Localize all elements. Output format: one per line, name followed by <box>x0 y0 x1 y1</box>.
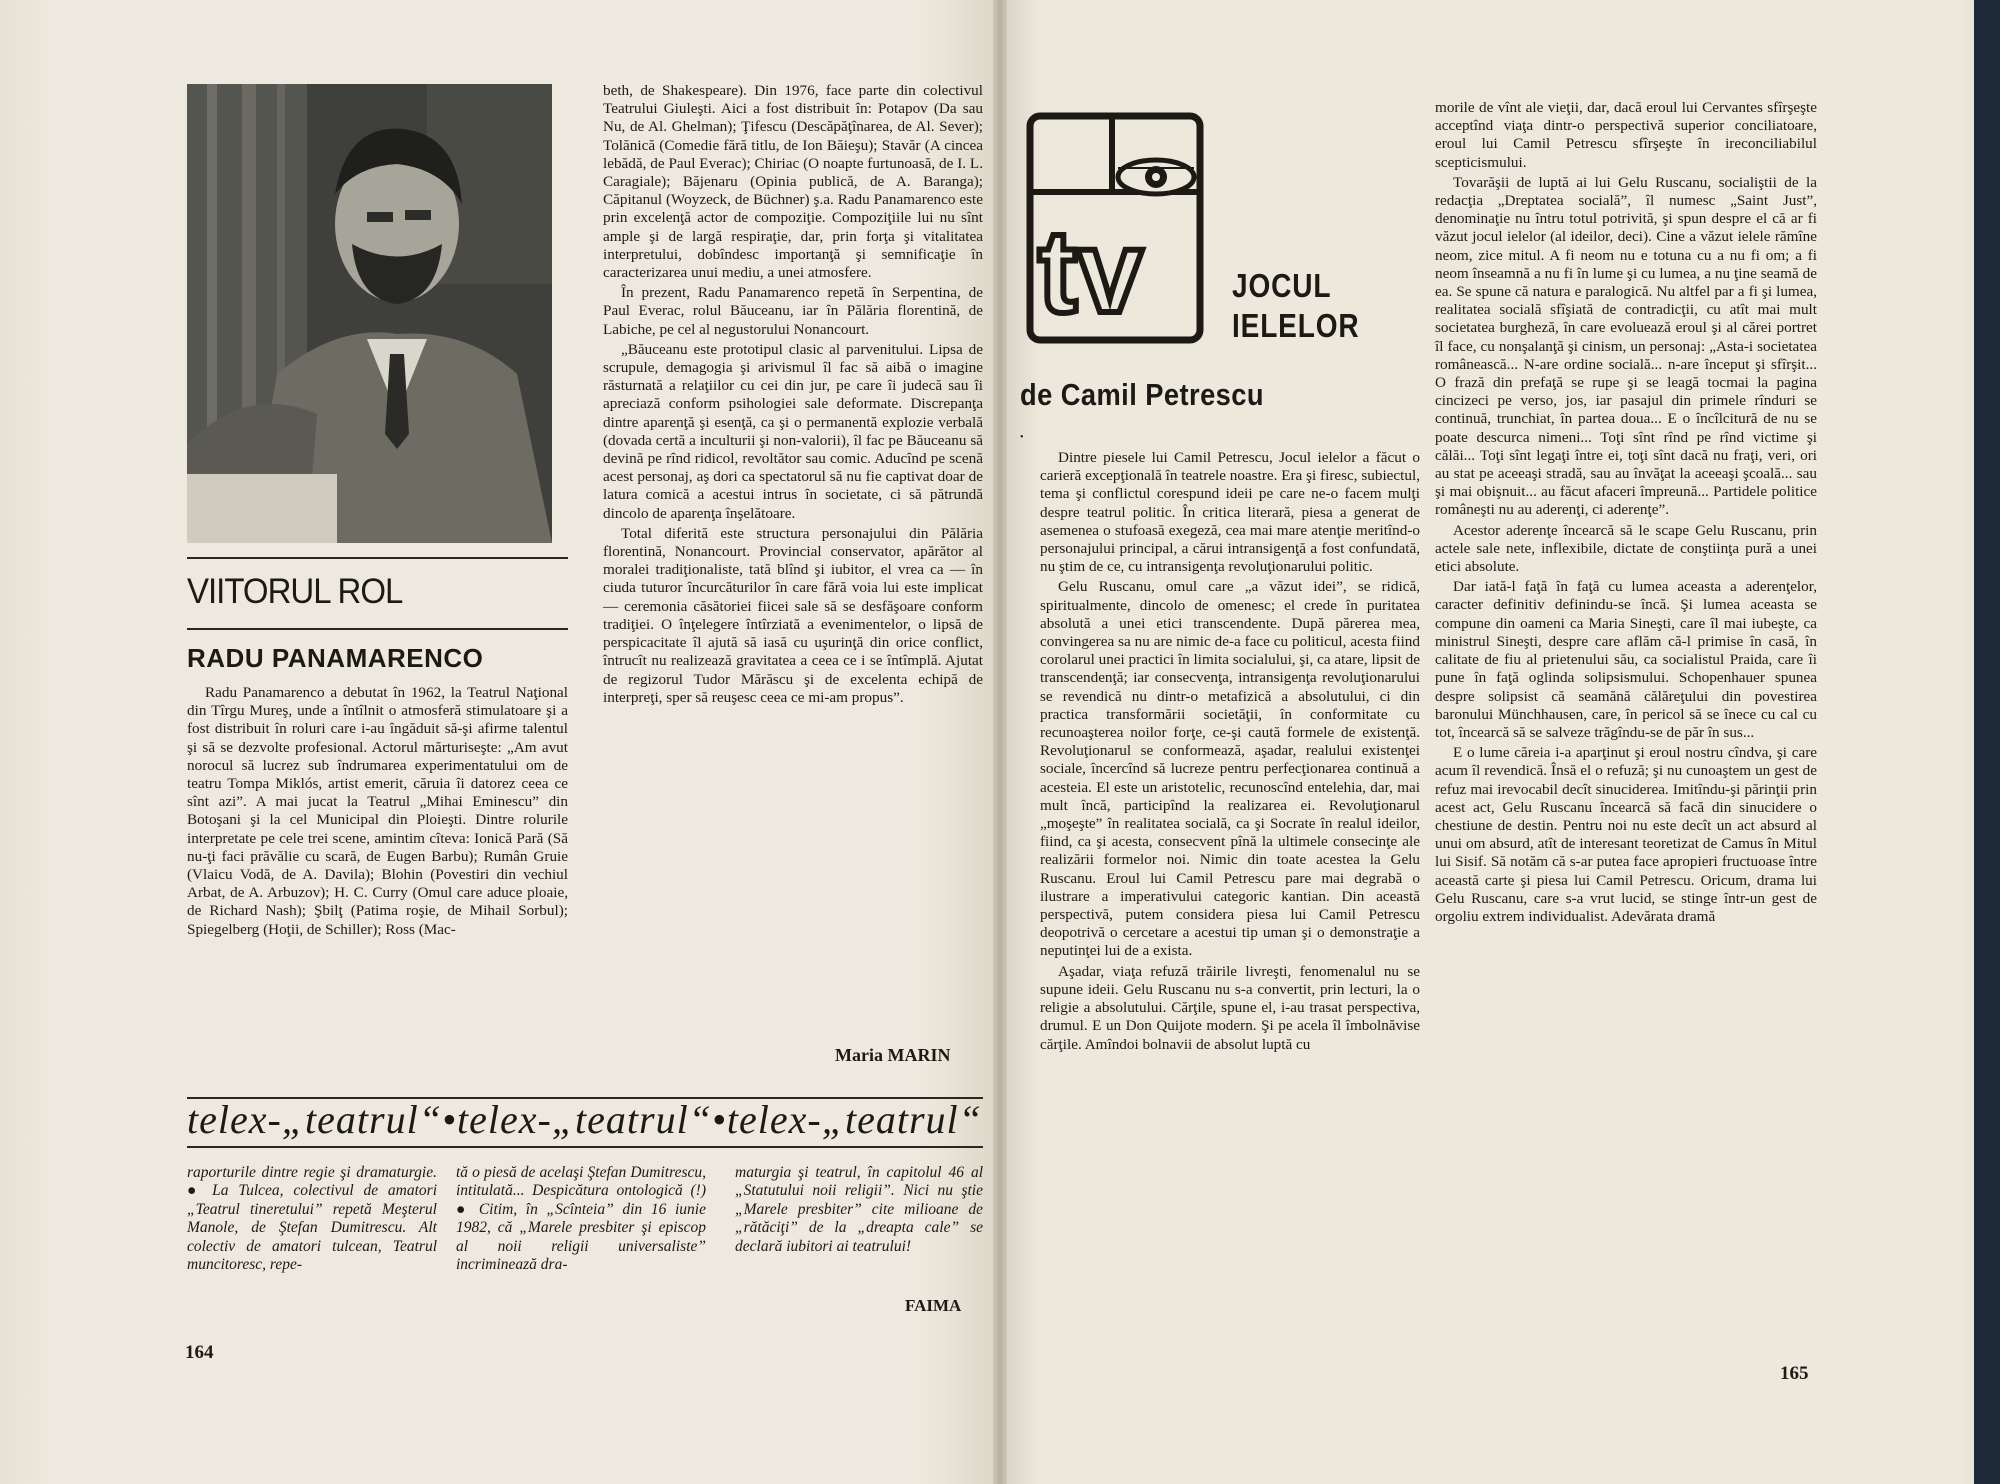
page-number-left: 164 <box>185 1342 214 1363</box>
book-gutter <box>993 0 1007 1484</box>
paragraph: Total diferită este structura personajului din Pălăria florentină, Nonancourt. Provincial conservator, apărător al moralei tradiţionaliste, tată blînd şi iubitor, el vrea ca — în ciuda tuturor încurcăturilor în care fără voia lui este implicat — ceremonia căsătoriei fiicei sale să se desfăşoare conform tradiţiei. O înţelegere întîrziată a evenimentelor, o lipsă de perspicacitate îl ajută să iasă cu uşurinţă din orice conflict, întrucît nu realizează gravitatea a ceea ce i se întîmplă. Ajutat de regizorul Tudor Mărăscu şi de excelenta echipă de interpreţi, sper să reuşesc ceea ce mi-am propus”. <box>603 524 983 706</box>
book-cover-edge <box>1974 0 2000 1484</box>
actor-name-heading: RADU PANAMARENCO <box>187 643 484 673</box>
review-column-1 <box>1040 449 1420 1056</box>
telex-rule-bottom <box>187 1146 983 1148</box>
paragraph: beth, de Shakespeare). Din 1976, face parte din colectivul Teatrului Giuleşti. Aici a fost distribuit în: Potapov (Da sau Nu, de Al. Ghelman); Ţifescu (Descăpăţînarea, de Al. Sever); Tolănică (Comedie fără titlu, de Ion Băieşu); Stavăr (A cincea lebădă, de Paul Everac); Chiriac (O noapte furtunoasă, de I. L. Caragiale); Băjenaru (Opinia publică, de A. Baranga); Căpitanul (Woyzeck, de Büchner) ş.a. Radu Panamarenco este prin excelenţă actor de compoziţie. Compoziţiile lui nu sînt ample şi de largă respiraţie, dar, prin forţa şi vitalitatea interpretului, dobîndesc importanţă şi semnificaţie în caracterizarea unui mediu, a unei atmosfere. <box>603 82 983 282</box>
telex-signature: FAIMA <box>905 1296 962 1315</box>
paragraph: Dar iată-l faţă în faţă cu lumea aceasta a aderenţelor, caracter definitiv definindu-se încă. Şi lumea aceasta se compune din oameni ca Maria Sineşti, care îl mai iubeşte, ca ministrul Sineşti, despre care aflăm că-l primise în casă, în calitate de fiu al prietenului său, ca socialistul Praida, care îi pune în faţă oglinda solipsismului. Schopenhauer spunea despre solipsist că seamănă călăreţului din povestirea baronului Münchhausen, care, în pericol să se înece cu cal cu tot, încearcă să se salveze trăgîndu-se de păr în sus... <box>1435 578 1817 741</box>
paragraph: Aşadar, viaţa refuză trăirile livreşti, fenomenalul nu se supune ideii. Gelu Ruscanu nu s-a convertit, prin lecturi, la o religie a absolutului. Cărţile, spune el, i-au trasat perspectiva, drumul. E un Don Quijote modern. Şi pe acela îl îmbolnăvise cărţile. Amîndoi bolnavii de absolut luptă cu <box>1040 962 1420 1053</box>
paragraph: Gelu Ruscanu, omul care „a văzut idei”, se ridică, spiritualmente, dincolo de omenesc; el crede în puritatea absolută a unei etici transcendente. După părerea mea, convingerea sa nu are nimic de-a face cu politicul, acesta fiind corolarul unei practici în limita socialului, şi, ca atare, lipsit de transcendenţă; iar consecvenţa, intransigenţa revoluţionarului se revendică nu dintr-o metafizică a absolutului, ci din practica transformării societăţii, în conformitate cu recunoaşterea noilor forţe, ce-şi caută formele de existenţă. Revoluţionarul se conformează, aşadar, realului existenţei sociale, încercînd să lucreze pentru perfecţionarea continuă a acesteia. El este un aristotelic, recunoscînd entelehia, dar, mai mult încă, participînd la realizarea ei. Revoluţionarul „moşeşte” în realitatea socială, ca şi Socrate în realul ideilor, fiind, ca şi acesta, consecvent pînă la ultimele consecinţe ale realizării formelor noi. Nimic din toate acestea la Gelu Ruscanu. Eroul lui Camil Petrescu pare mai degrabă o ilustrare a imperativului categoric kantian. Din această perspectivă, putem considera piesa lui Camil Petrescu deopotrivă o cercetare a acestui tip uman şi o demonstraţie a neputinţei lui de a exista. <box>1040 578 1420 960</box>
paragraph: În prezent, Radu Panamarenco repetă în Serpentina, de Paul Everac, rolul Băuceanu, iar în Pălăria florentină, de Labiche, pe cel al negustorului Nonancourt. <box>603 284 983 338</box>
telex-banner: telex-„teatrul“•telex-„teatrul“•telex-„teatrul“ <box>187 1097 982 1142</box>
bullet-dot: • <box>1020 432 1024 443</box>
paragraph: E o lume căreia i-a aparţinut şi eroul nostru cîndva, şi care acum îl revendică. Însă el o refuză; şi nu cunoaştem un gest de refuz mai irevocabil decît sinuciderea. Imitîndu-şi părinţii prin acest act, Gelu Ruscanu încearcă să facă din sinucidere o chestiune de destin. Pentru noi nu este decît un act absurd al unui om absurd, atît de interesant teoretizat de Camus în Mitul lui Sisif. Să notăm că s-ar putea face apropieri fructuoase între această carte şi piesa lui Camil Petrescu. Oricum, drama lui Gelu Ruscanu, care s-a vrut lucid, se stinge într-un gest de orgoliu extrem individualist. Adevărata dramă <box>1435 744 1817 925</box>
paragraph: Radu Panamarenco a debutat în 1962, la Teatrul Naţional din Tîrgu Mureş, unde a întîlnit o atmosferă stimulatoare şi a fost distribuit în roluri care i-au îngăduit să-şi afirme talentul şi să se dezvolte profesional. Actorul mărturiseşte: „Am avut norocul să lucrez sub îndrumarea experimentatului om de teatru Tompa Miklós, artist emerit, căruia îi datorez ceea ce sînt azi”. A mai jucat la Teatrul „Mihai Eminescu” din Botoşani şi la cel Municipal din Ploieşti. Dintre rolurile interpretate pe cele trei scene, amintim cîteva: Ionică Pară (Să nu-ţi faci prăvălie cu scară, de Eugen Barbu); Rumân Gruie (Vlaicu Vodă, de A. Davila); Blohin (Povestiri din vechiul Arbat, de A. Arbuzov); H. C. Curry (Omul care aduce ploaie, de Richard Nash); Şbilţ (Patima roşie, de Mihail Sorbul); Spiegelberg (Hoţii, de Schiller); Ross (Mac- <box>187 684 568 938</box>
telex-column-2: tă o piesă de acelaşi Ştefan Dumitrescu, intitulată... Despicătura ontologică (!) ● Citim, în „Scînteia” din 16 iunie 1982, că „Marele presbiter şi episcop al noii religii universaliste” incriminează dra- <box>456 1164 706 1274</box>
tv-rubric-logo <box>1026 112 1204 344</box>
paragraph: Tovarăşii de luptă ai lui Gelu Ruscanu, socialiştii de la redacţia „Dreptatea socială”, îl numesc „Saint Just”, denominaţie nu întru totul potrivită, şi spun despre el că ar fi văzut jocul ielelor (al ideilor, deci). Cine a văzut ielele rămîne neom, zice mitul. A fi neom nu e totuna cu a nu fi om; a fi neom înseamnă a nu fi în lume şi cu lumea, a nu ţine seamă de ea. Se spune că natura e paralogică. Nu altfel par a fi şi lumea, realitatea socială sfîşiată de contradicţii, cu atît mai mult societatea burgheză, în care evoluează eroul şi al cărei portret îl face, cu nonşalanţă şi cinism, un personaj: „Asta-i societatea românească... N-are ordine socială... n-are început şi sfîrşit... O frază din prefaţă se rupe şi se leagă tocmai la pagina cincizeci pe verso, jos, iar pasajul din primele rînduri se continuă, trunchiat, în partea doua... E o încîlcitură de nu se poate descurca nimeni... Toţi sînt rînd pe rînd victime şi călăi... Toţi sînt legaţi între ei, toţi sînt dacă nu fraţi, veri, ori au stat pe aceeaşi stradă, sau au învăţat la aceeaşi şcoală... sau şi mai obişnuit... au făcut afaceri împreună... Partidele politice româneşti nu au aderenţi, ci aderenţe”. <box>1435 173 1817 519</box>
paragraph: Dintre piesele lui Camil Petrescu, Jocul ielelor a făcut o carieră excepţională în teatrele noastre. Era şi firesc, subiectul, tema şi conflictul corespund ideii pe care ne-o facem mulţi despre teatrul politic. În critica literară, piesa a generat de asemenea o stufoasă exegeză, cea mai mare atenţie meritînd-o personajului principal, a cărui intransigenţă a fost confundată, nu ştim de ce, cu intransigenţa revoluţionarului politic. <box>1040 449 1420 576</box>
rubric-title: VIITORUL ROL <box>187 570 403 611</box>
review-column-2 <box>1435 99 1817 928</box>
play-title-line-2: IELELOR <box>1232 307 1360 344</box>
right-page <box>1000 0 2000 1484</box>
page-number-right: 165 <box>1780 1363 1809 1384</box>
paragraph: morile de vînt ale vieţii, dar, dacă eroul lui Cervantes sfîrşeşte acceptînd viaţa dintr-o perspectivă superior conciliatoare, eroul lui Camil Petrescu sfîrşeşte în ireconciliabilul scepticismului. <box>1435 99 1817 171</box>
rule-below-rubric <box>187 628 568 630</box>
eye-icon <box>1118 160 1194 194</box>
article-signature: Maria MARIN <box>835 1045 951 1065</box>
paragraph: Acestor aderenţe încearcă să le scape Gelu Ruscanu, prin actele sale nete, inflexibile, dictate de conştiinţa pură a unei etici absolute. <box>1435 521 1817 576</box>
article-column-2 <box>603 82 983 709</box>
play-author: de Camil Petrescu <box>1020 377 1265 412</box>
telex-column-1: raporturile dintre regie şi dramaturgie. ● La Tulcea, colectivul de amatori „Teatrul tineretului” repetă Meşterul Manole, de Ştefan Dumitrescu. Alt colectiv de amatori tulcean, Teatrul muncitoresc, repe- <box>187 1164 437 1274</box>
play-title-line-1: JOCUL <box>1232 267 1332 304</box>
tv-logo-text: tv <box>1038 206 1143 338</box>
rule-above-rubric <box>187 557 568 559</box>
actor-portrait-photo <box>187 84 552 543</box>
article-column-1 <box>187 684 568 941</box>
paragraph: „Băuceanu este prototipul clasic al parvenitului. Lipsa de scrupule, demagogia şi arivismul îl fac să aibă o imagine răsturnată a relaţiilor cu cei din jur, pe care îi judecă sau îi apreciază conform psihologiei sale deformate. Discrepanţa dintre aparenţă şi esenţă, ca şi o permanentă explozie verbală (dovada certă a inculturii şi non-valorii), îl fac pe Băuceanu să devină pe rînd ridicol, revoltător sau comic. Aducînd pe scenă acest personaj, aş dori ca spectatorul să nu fie captivat doar de latura comică a acestui intrus în societate, ci să pătrundă dincolo de aparenţa înşelătoare. <box>603 340 983 522</box>
play-title <box>1232 266 1360 346</box>
telex-column-3: maturgia şi teatrul, în capitolul 46 al „Statutului noii religii”. Nici nu ştie „Marele presbiter” cite milioane de „rătăciţi” de la „dreapta cale” se declară iubitori ai teatrului! <box>735 1164 983 1255</box>
